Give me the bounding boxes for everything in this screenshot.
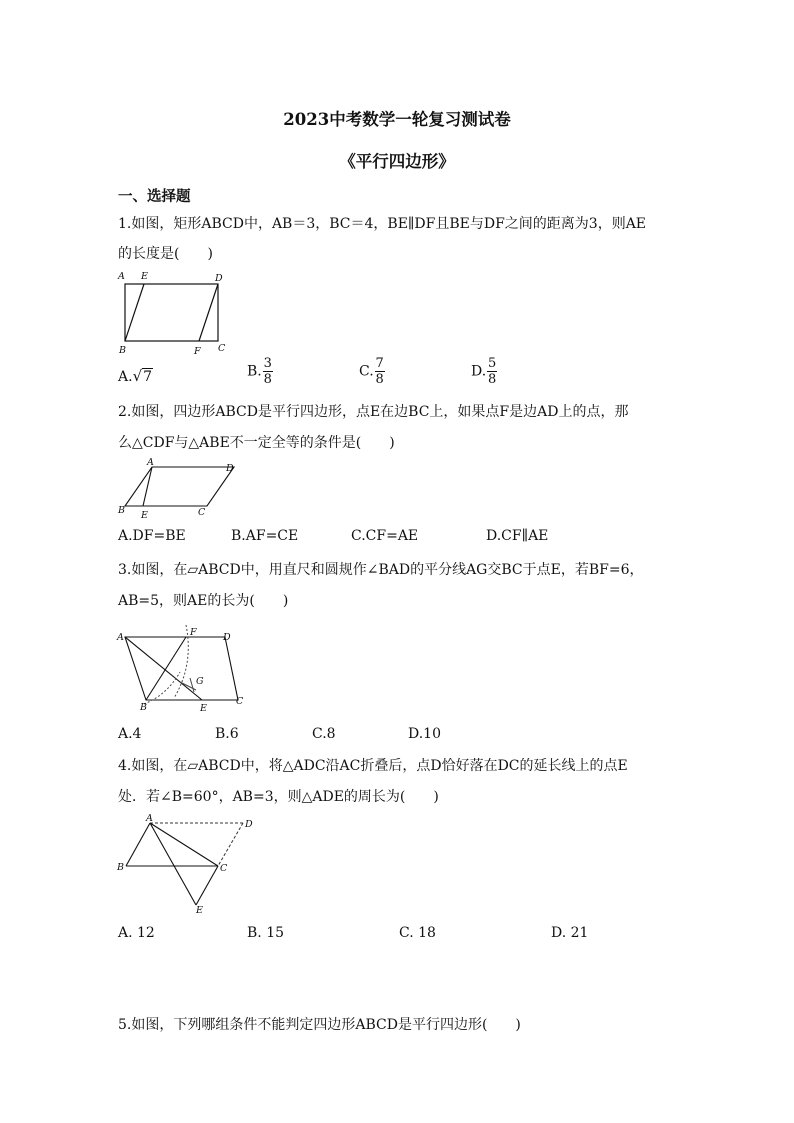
q3-label-g: G (196, 676, 204, 687)
q3-option-b: B.6 (215, 726, 239, 742)
q2-text-line2: 么△CDF与△ABE不一定全等的条件是( ) (118, 435, 395, 451)
q4-segment-ac (150, 823, 218, 866)
q3-option-c: C.8 (312, 726, 336, 742)
q1-option-a-radicand: 7 (143, 369, 153, 385)
q3-text-line1: 3.如图，在▱ABCD中，用直尺和圆规作∠BAD的平分线AG交BC于点E，若BF=6， (118, 562, 644, 578)
q2-option-a: A.DF=BE (118, 528, 186, 544)
q1-rect-abcd (125, 284, 218, 341)
q4-option-c: C. 18 (399, 925, 436, 941)
q4-segment-ae (150, 823, 196, 905)
q1-segment-df (199, 284, 218, 341)
q3-parallelogram-abcd (125, 637, 238, 700)
q3-label-d: D (223, 632, 231, 643)
q2-label-c: C (198, 507, 206, 518)
q4-segment-ab (126, 823, 150, 866)
q1-text-line2: 的长度是( ) (118, 246, 213, 262)
q5-text-line1: 5.如图，下列哪组条件不能判定四边形ABCD是平行四边形( ) (118, 1017, 521, 1033)
q3-label-b: B (140, 702, 147, 712)
q2-text-line1: 2.如图，四边形ABCD是平行四边形，点E在边BC上，如果点F是边AD上的点，那 (118, 404, 629, 420)
q4-label-a: A (146, 813, 153, 824)
q3-label-a: A (117, 632, 124, 643)
q1-text-line1: 1.如图，矩形ABCD中，AB＝3，BC＝4，BE∥DF且BE与DF之间的距离为3，则AE (118, 216, 647, 232)
q4-option-d: D. 21 (551, 925, 589, 941)
q2-label-d: D (226, 463, 234, 474)
exam-title: 2023中考数学一轮复习测试卷 (283, 110, 511, 129)
q4-figure-fold (112, 812, 257, 914)
q1-label-d: D (215, 273, 223, 284)
q1-figure-rectangle (112, 268, 242, 358)
section-heading: 一、选择题 (118, 188, 191, 205)
q2-label-e: E (141, 510, 148, 520)
q4-text-line2: 处．若∠B=60°，AB=3，则△ADE的周长为( ) (118, 789, 439, 805)
q1-option-a: A.√7 (118, 367, 153, 385)
exam-subtitle: 《平行四边形》 (339, 152, 455, 171)
q1-label-b: B (119, 345, 126, 356)
q3-text-line2: AB=5，则AE的长为( ) (118, 593, 289, 609)
q1-label-e: E (141, 271, 148, 282)
q3-label-e: E (200, 703, 207, 712)
q2-option-c: C.CF=AE (351, 528, 419, 544)
q3-arc-lower (144, 672, 180, 704)
q1-option-c: C. $\frac{7}{8}$ (359, 356, 384, 387)
q1-label-f: F (194, 346, 201, 357)
q3-label-c: C (236, 696, 244, 707)
q2-label-a: A (147, 457, 154, 468)
q3-option-a: A.4 (118, 726, 142, 742)
q1-segment-be (125, 284, 144, 341)
q3-figure-parallelogram (112, 620, 252, 712)
q2-option-d: D.CF∥AE (486, 528, 549, 544)
q4-segment-ce (196, 866, 218, 905)
q4-segment-dc-dashed (218, 823, 243, 866)
q4-label-e: E (196, 905, 203, 914)
q1-label-c: C (218, 343, 226, 354)
q3-option-d: D.10 (408, 726, 441, 742)
q1-option-b: B. $\frac{3}{8}$ (247, 356, 272, 387)
q4-option-a: A. 12 (118, 925, 155, 941)
q3-segment-ae (125, 637, 202, 700)
q2-option-b: B.AF=CE (231, 528, 299, 544)
q4-option-b: B. 15 (247, 925, 285, 941)
q4-label-c: C (220, 863, 228, 874)
q4-label-d: D (245, 819, 253, 830)
q4-label-b: B (117, 862, 124, 873)
q2-figure-parallelogram (112, 456, 247, 520)
q3-arc-mark-2 (190, 678, 194, 692)
q1-label-a: A (118, 271, 125, 282)
q4-text-line1: 4.如图，在▱ABCD中，将△ADC沿AC折叠后，点D恰好落在DC的延长线上的点E (118, 758, 628, 774)
q2-label-b: B (118, 505, 125, 516)
q2-parallelogram-abcd (125, 467, 234, 506)
q1-option-d: D. $\frac{5}{8}$ (471, 356, 497, 387)
q3-label-f: F (190, 627, 197, 638)
